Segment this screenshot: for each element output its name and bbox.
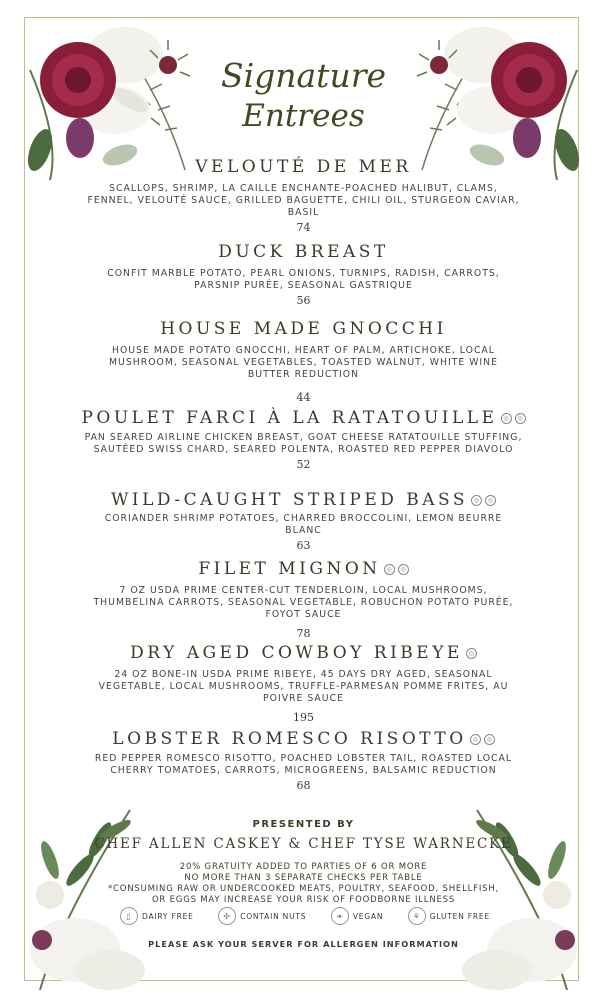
item-price: 56: [296, 294, 311, 307]
item-description: HOUSE MADE POTATO GNOCCHI, HEART OF PALM, ARTICHOKE, LOCAL MUSHROOM, SEASONAL VEGETABLES, TOASTED WALNUT, WHITE WINE BUTTER REDUCTION: [109, 345, 498, 380]
checks-note: NO MORE THAN 3 SEPARATE CHECKS PER TABLE: [184, 873, 423, 883]
item-description: SCALLOPS, SHRIMP, LA CAILLE ENCHANTE-POACHED HALIBUT, CLAMS, FENNEL, VELOUTÉ SAUCE, GRILLED BAGUETTE, CHILI OIL, STURGEON CAVIAR, BASIL: [87, 183, 520, 218]
gratuity-note: 20% GRATUITY ADDED TO PARTIES OF 6 OR MORE: [179, 862, 428, 872]
menu-item: [86, 559, 521, 640]
dairy-free-icon: ◎: [398, 564, 409, 575]
item-price: 78: [296, 627, 311, 640]
contain-nuts-icon: ◎: [484, 734, 495, 745]
gluten-free-icon: ⚘: [408, 907, 426, 925]
item-price: 44: [296, 391, 311, 404]
item-price: 63: [296, 539, 311, 552]
contain-nuts-icon: ✣: [218, 907, 236, 925]
item-name: HOUSE MADE GNOCCHI: [160, 319, 447, 339]
menu-item: [86, 490, 521, 552]
dairy-free-icon: ▯: [120, 907, 138, 925]
item-description: CORIANDER SHRIMP POTATOES, CHARRED BROCCOLINI, LEMON BEURRE BLANC: [104, 513, 503, 536]
item-price: 68: [296, 779, 311, 792]
legend-item: ✣ CONTAIN NUTS: [218, 907, 306, 925]
item-description: CONFIT MARBLE POTATO, PEARL ONIONS, TURNIPS, RADISH, CARROTS, PARSNIP PURÉE, SEASONAL GASTRIQUE: [107, 268, 500, 291]
item-description: PAN SEARED AIRLINE CHICKEN BREAST, GOAT CHEESE RATATOUILLE STUFFING, SAUTÉED SWISS CHARD, SEARED POLENTA, ROASTED RED PEPPER DIAVOLO: [84, 432, 523, 455]
menu-item: [86, 242, 521, 307]
dairy-free-icon: ◎: [485, 495, 496, 506]
menu-notes: [100, 862, 507, 906]
item-price: 195: [293, 711, 314, 724]
item-description: 24 OZ BONE-IN USDA PRIME RIBEYE, 45 DAYS DRY AGED, SEASONAL VEGETABLE, LOCAL MUSHROOMS, TRUFFLE-PARMESAN POMME FRITES, AU POIVRE SAUCE: [98, 669, 509, 704]
item-description: 7 OZ USDA PRIME CENTER-CUT TENDERLOIN, LOCAL MUSHROOMS, THUMBELINA CARROTS, SEASONAL VEGETABLE, ROBUCHON POTATO PURÉE, FOYOT SAUCE: [93, 585, 514, 620]
floral-top-right: [412, 10, 587, 180]
consumption-warning: *CONSUMING RAW OR UNDERCOOKED MEATS, POULTRY, SEAFOOD, SHELLFISH, OR EGGS MAY INCREASE YOUR RISK OF FOODBORNE ILLNESS: [107, 884, 500, 905]
gluten-free-icon: ◎: [471, 495, 482, 506]
gluten-free-icon: ◎: [501, 413, 512, 424]
gluten-free-icon: ◎: [466, 648, 477, 659]
dairy-free-icon: ◎: [515, 413, 526, 424]
item-description: RED PEPPER ROMESCO RISOTTO, POACHED LOBSTER TAIL, ROASTED LOCAL CHERRY TOMATOES, CARROTS, MICROGREENS, BALSAMIC REDUCTION: [94, 753, 513, 776]
gluten-free-icon: ◎: [470, 734, 481, 745]
menu-item: [86, 157, 521, 234]
item-name: VELOUTÉ DE MER: [195, 157, 412, 177]
legend-item: ▯ DAIRY FREE: [120, 907, 194, 925]
menu-item: [80, 408, 527, 471]
gluten-free-icon: ◎: [384, 564, 395, 575]
item-name: DRY AGED COWBOY RIBEYE ◎: [86, 643, 521, 663]
allergen-info-note: PLEASE ASK YOUR SERVER FOR ALLERGEN INFORMATION: [148, 939, 459, 949]
menu-item: [86, 729, 521, 792]
item-price: 74: [296, 221, 311, 234]
menu-item: [86, 319, 521, 404]
menu-title-line2: Entrees: [242, 98, 365, 134]
legend-item: ⚘ GLUTEN FREE: [408, 907, 490, 925]
item-price: 52: [296, 458, 311, 471]
vegan-icon: ❧: [331, 907, 349, 925]
chef-names: CHEF ALLEN CASKEY & CHEF TYSE WARNECKE: [94, 836, 513, 852]
legend-item: ❧ VEGAN: [331, 907, 383, 925]
menu-title-line1: Signature: [220, 56, 387, 95]
item-name: POULET FARCI À LA RATATOUILLE ◎ ◎: [80, 408, 527, 428]
presented-by: PRESENTED BY: [252, 819, 355, 830]
allergen-legend: [120, 907, 490, 925]
item-name: WILD-CAUGHT STRIPED BASS ◎ ◎: [86, 490, 521, 510]
menu-item: [86, 643, 521, 724]
item-name: DUCK BREAST: [218, 242, 389, 262]
item-name: FILET MIGNON ◎ ◎: [86, 559, 521, 579]
item-name: LOBSTER ROMESCO RISOTTO ◎ ◎: [86, 729, 521, 749]
floral-top-left: [20, 10, 195, 180]
